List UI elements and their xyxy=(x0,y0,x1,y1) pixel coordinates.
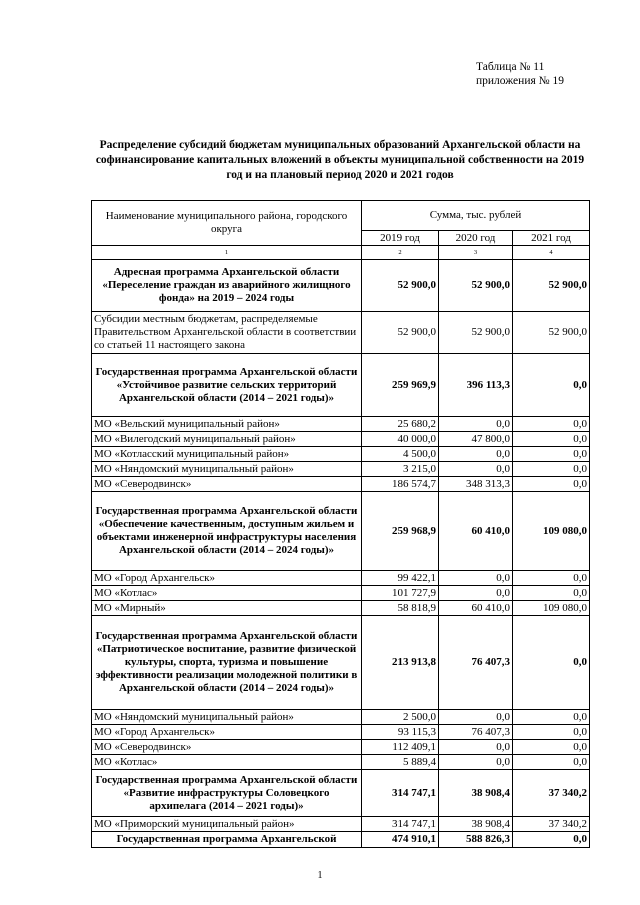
row-name: МО «Вельский муниципальный район» xyxy=(92,417,362,432)
row-value-2020: 76 407,3 xyxy=(439,725,513,740)
row-value-2019: 52 900,0 xyxy=(362,260,439,312)
table-row xyxy=(92,725,590,740)
appendix-number: приложения № 19 xyxy=(476,75,564,87)
table-row xyxy=(92,432,590,447)
row-value-2019: 52 900,0 xyxy=(362,312,439,354)
table-row xyxy=(92,755,590,770)
row-value-2020: 0,0 xyxy=(439,462,513,477)
row-name: МО «Котлас» xyxy=(92,755,362,770)
table-row xyxy=(92,710,590,725)
table-row xyxy=(92,586,590,601)
row-name: Государственная программа Архангельской области «Патриотическое воспитание, развитие физической культуры, спорта, туризма и повышение эффективности реализации молодежной политики в Архангельской области (2014 – 2024 годы)» xyxy=(92,616,362,710)
row-value-2020: 588 826,3 xyxy=(439,832,513,848)
table-row xyxy=(92,417,590,432)
row-value-2020: 0,0 xyxy=(439,586,513,601)
row-value-2021: 52 900,0 xyxy=(513,260,590,312)
page-number: 1 xyxy=(317,870,323,881)
header-year: 2020 год xyxy=(439,231,513,246)
row-value-2019: 101 727,9 xyxy=(362,586,439,601)
row-name: МО «Город Архангельск» xyxy=(92,725,362,740)
column-number: 3 xyxy=(439,246,513,260)
row-name: МО «Няндомский муниципальный район» xyxy=(92,710,362,725)
column-number: 1 xyxy=(92,246,362,260)
row-name: Государственная программа Архангельской xyxy=(92,832,362,848)
row-value-2021: 109 080,0 xyxy=(513,492,590,571)
table-row xyxy=(92,817,590,832)
row-value-2020: 0,0 xyxy=(439,571,513,586)
row-value-2021: 0,0 xyxy=(513,477,590,492)
row-value-2021: 0,0 xyxy=(513,725,590,740)
table-row xyxy=(92,354,590,417)
row-value-2019: 474 910,1 xyxy=(362,832,439,848)
header-name: Наименование муниципального района, городского округа xyxy=(92,201,362,246)
row-value-2019: 314 747,1 xyxy=(362,817,439,832)
row-value-2021: 0,0 xyxy=(513,354,590,417)
row-name: МО «Няндомский муниципальный район» xyxy=(92,462,362,477)
row-value-2019: 112 409,1 xyxy=(362,740,439,755)
row-value-2019: 186 574,7 xyxy=(362,477,439,492)
subsidy-table xyxy=(91,200,590,848)
row-value-2019: 99 422,1 xyxy=(362,571,439,586)
row-name: Адресная программа Архангельской области «Переселение граждан из аварийного жилищного фонда» на 2019 – 2024 годы xyxy=(92,260,362,312)
row-value-2019: 58 818,9 xyxy=(362,601,439,616)
table-row xyxy=(92,740,590,755)
row-value-2021: 0,0 xyxy=(513,710,590,725)
row-value-2021: 0,0 xyxy=(513,447,590,462)
table-row xyxy=(92,770,590,817)
row-value-2020: 396 113,3 xyxy=(439,354,513,417)
row-value-2021: 0,0 xyxy=(513,586,590,601)
row-value-2019: 25 680,2 xyxy=(362,417,439,432)
row-name: МО «Приморский муниципальный район» xyxy=(92,817,362,832)
row-value-2020: 38 908,4 xyxy=(439,817,513,832)
row-value-2021: 0,0 xyxy=(513,432,590,447)
row-value-2020: 0,0 xyxy=(439,740,513,755)
row-value-2020: 38 908,4 xyxy=(439,770,513,817)
row-value-2019: 259 969,9 xyxy=(362,354,439,417)
table-number: Таблица № 11 xyxy=(476,61,545,73)
row-value-2019: 5 889,4 xyxy=(362,755,439,770)
row-name: МО «Северодвинск» xyxy=(92,740,362,755)
row-value-2019: 4 500,0 xyxy=(362,447,439,462)
row-value-2021: 37 340,2 xyxy=(513,770,590,817)
row-name: Государственная программа Архангельской области «Обеспечение качественным, доступным жильем и объектами инженерной инфраструктуры населения Архангельской области (2014 – 2024 годы)» xyxy=(92,492,362,571)
row-value-2020: 0,0 xyxy=(439,417,513,432)
row-value-2019: 2 500,0 xyxy=(362,710,439,725)
row-value-2021: 0,0 xyxy=(513,832,590,848)
row-value-2021: 52 900,0 xyxy=(513,312,590,354)
row-name: Государственная программа Архангельской области «Устойчивое развитие сельских территорий Архангельской области (2014 – 2021 годы)» xyxy=(92,354,362,417)
row-value-2019: 3 215,0 xyxy=(362,462,439,477)
table-caption xyxy=(476,60,616,88)
row-value-2020: 0,0 xyxy=(439,755,513,770)
row-value-2021: 0,0 xyxy=(513,571,590,586)
row-value-2021: 0,0 xyxy=(513,417,590,432)
row-value-2019: 259 968,9 xyxy=(362,492,439,571)
row-value-2021: 109 080,0 xyxy=(513,601,590,616)
row-name: Государственная программа Архангельской области «Развитие инфраструктуры Соловецкого архипелага (2014 – 2021 годы)» xyxy=(92,770,362,817)
row-value-2021: 0,0 xyxy=(513,462,590,477)
table-row xyxy=(92,832,590,848)
row-value-2021: 0,0 xyxy=(513,740,590,755)
row-name: МО «Котлас» xyxy=(92,586,362,601)
table-row xyxy=(92,312,590,354)
row-name: Субсидии местным бюджетам, распределяемые Правительством Архангельской области в соответствии со статьей 11 настоящего закона xyxy=(92,312,362,354)
row-value-2020: 52 900,0 xyxy=(439,260,513,312)
row-name: МО «Котласский муниципальный район» xyxy=(92,447,362,462)
row-value-2020: 47 800,0 xyxy=(439,432,513,447)
row-value-2020: 0,0 xyxy=(439,710,513,725)
header-year: 2021 год xyxy=(513,231,590,246)
table-row xyxy=(92,477,590,492)
row-value-2019: 40 000,0 xyxy=(362,432,439,447)
row-value-2020: 348 313,3 xyxy=(439,477,513,492)
table-row xyxy=(92,462,590,477)
column-number: 4 xyxy=(513,246,590,260)
table-row xyxy=(92,601,590,616)
header-year: 2019 год xyxy=(362,231,439,246)
row-value-2021: 0,0 xyxy=(513,616,590,710)
row-value-2021: 0,0 xyxy=(513,755,590,770)
header-sum: Сумма, тыс. рублей xyxy=(362,201,590,231)
row-value-2020: 0,0 xyxy=(439,447,513,462)
row-name: МО «Северодвинск» xyxy=(92,477,362,492)
row-value-2019: 314 747,1 xyxy=(362,770,439,817)
table-row xyxy=(92,492,590,571)
row-value-2020: 52 900,0 xyxy=(439,312,513,354)
column-number: 2 xyxy=(362,246,439,260)
row-name: МО «Вилегодский муниципальный район» xyxy=(92,432,362,447)
table-row xyxy=(92,616,590,710)
table-row xyxy=(92,571,590,586)
page-title: Распределение субсидий бюджетам муниципальных образований Архангельской области на софинансирование капитальных вложений в объекты муниципальной собственности на 2019 год и на плановый период 2020 и 2021 годов xyxy=(95,139,585,181)
row-value-2020: 60 410,0 xyxy=(439,492,513,571)
row-value-2019: 93 115,3 xyxy=(362,725,439,740)
row-value-2020: 76 407,3 xyxy=(439,616,513,710)
row-value-2021: 37 340,2 xyxy=(513,817,590,832)
table-row xyxy=(92,447,590,462)
row-name: МО «Город Архангельск» xyxy=(92,571,362,586)
row-name: МО «Мирный» xyxy=(92,601,362,616)
row-value-2020: 60 410,0 xyxy=(439,601,513,616)
table-row xyxy=(92,260,590,312)
row-value-2019: 213 913,8 xyxy=(362,616,439,710)
